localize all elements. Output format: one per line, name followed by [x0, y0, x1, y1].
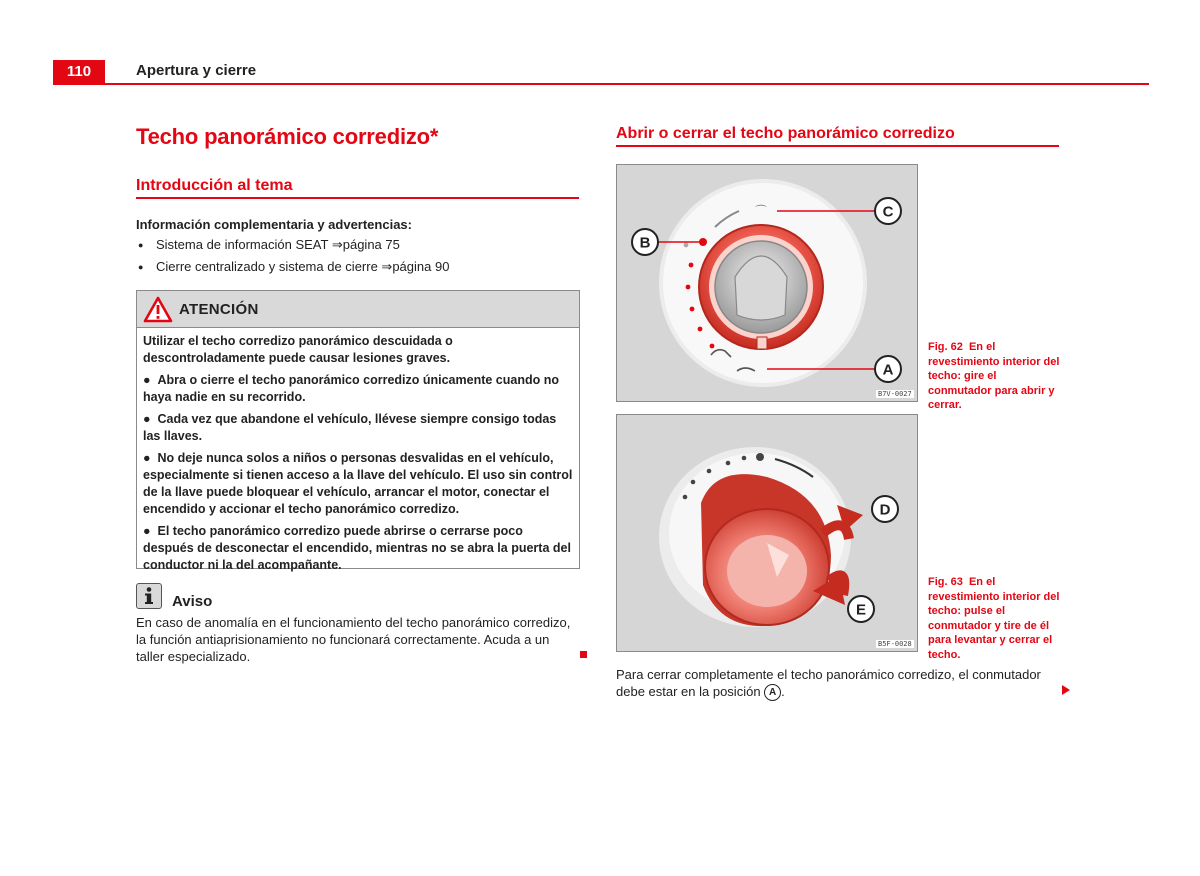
figure-code: B5F-0028 — [878, 640, 912, 648]
figure-63-caption: Fig. 63 En el revestimiento interior del techo: pulse el conmutador y tire de él para levantar y cerrar el techo. — [928, 576, 1060, 661]
warning-label: ATENCIÓN — [179, 301, 259, 318]
warning-item: ● El techo panorámico corredizo puede abrirse o cerrarse poco después de desconectar el encendido, mientras no se abra la puerta del conductor ni la del acompañante. — [143, 524, 571, 572]
warning-box — [136, 290, 580, 572]
info-icon — [136, 583, 162, 609]
end-marker — [580, 651, 587, 658]
warning-body — [137, 328, 579, 574]
warning-intro: Utilizar el techo corredizo panorámico descuidada o descontroladamente puede causar lesiones graves. — [143, 334, 453, 365]
continue-arrow-icon — [1062, 685, 1070, 695]
figure-62 — [616, 164, 918, 402]
callout-b: B — [639, 234, 651, 252]
note-label: Aviso — [172, 593, 213, 610]
callout-e: E — [855, 601, 867, 619]
section-rule — [616, 145, 1059, 147]
svg-text:⌒: ⌒ — [755, 204, 768, 218]
figure-63 — [616, 414, 918, 652]
figure-code: B7V-0027 — [878, 390, 912, 398]
page-number: 110 — [53, 60, 105, 84]
warning-item: ● Abra o cierre el techo panorámico corredizo únicamente cuando no haya nadie en su recorrido. — [143, 373, 559, 404]
page-link[interactable]: página 75 — [342, 237, 400, 252]
list-item: ● Sistema de información SEAT ⇒página 75 — [136, 234, 576, 256]
info-heading: Información complementaria y advertencias: — [136, 217, 412, 232]
rotary-switch-illustration — [617, 165, 917, 401]
callout-d: D — [879, 501, 891, 519]
callout-c: C — [882, 203, 894, 221]
warning-item: ● Cada vez que abandone el vehículo, llévese siempre consigo todas las llaves. — [143, 412, 557, 443]
figure-62-caption: Fig. 62 En el revestimiento interior del techo: gire el conmutador para abrir y cerrar. — [928, 341, 1060, 411]
running-title: Apertura y cierre — [136, 62, 257, 79]
warning-item: ● No deje nunca solos a niños o personas desvalidas en el vehículo, especialmente si tienen acceso a la llave del vehículo. El uso sin control de la llave puede bloquear el vehículo, arrancar el motor, conectar el encendido y accionar el techo panorámico corredizo. — [143, 451, 573, 516]
section-rule — [136, 197, 579, 199]
header-rule — [53, 83, 1149, 85]
warning-header — [137, 291, 579, 328]
warning-triangle-icon — [143, 296, 173, 323]
list-item: ● Cierre centralizado y sistema de cierre ⇒página 90 — [136, 256, 576, 278]
section-heading-open-close: Abrir o cerrar el techo panorámico corredizo — [616, 125, 955, 142]
section-heading-intro: Introducción al tema — [136, 177, 293, 194]
callout-a: A — [882, 361, 894, 379]
instruction-text: Para cerrar completamente el techo panorámico corredizo, el conmutador debe estar en la posición A . — [616, 666, 1056, 701]
position-a-marker: A — [764, 684, 781, 701]
pull-switch-illustration — [617, 415, 917, 651]
reference-list — [136, 234, 576, 278]
page-link[interactable]: página 90 — [392, 259, 450, 274]
page-title: Techo panorámico corredizo* — [136, 124, 439, 149]
note-text: En caso de anomalía en el funcionamiento del techo panorámico corredizo, la función antiaprisionamiento no funcionará correctamente. Acuda a un taller especializado. — [136, 615, 571, 664]
